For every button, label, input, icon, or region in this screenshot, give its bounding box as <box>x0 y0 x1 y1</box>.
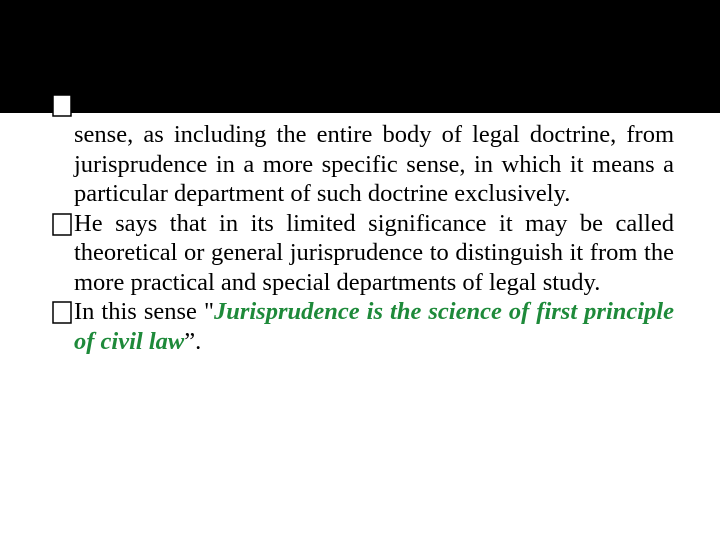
bullet-text-suffix: ”. <box>184 327 202 355</box>
bullet-item <box>52 297 674 356</box>
unknown-glyph-box-icon <box>52 213 72 236</box>
bullet-text: He says that in its limited significance it may be called theoretical or general jurisprudence to distinguish it from the more practical and special departments of legal study. <box>74 209 674 296</box>
bullet-text: sense, as including the entire body of legal doctrine, from jurisprudence in a more specific sense, in which it means a particular department of such doctrine exclusively. <box>74 121 674 207</box>
bullet-text-prefix: In this sense " <box>74 298 214 325</box>
unknown-glyph-box-icon <box>52 94 72 117</box>
bullet-item <box>52 209 674 298</box>
unknown-glyph-box-icon <box>52 301 72 324</box>
emphasized-definition: Jurisprudence is the science of first principle of civil law <box>74 298 674 355</box>
bullet-item <box>52 90 674 209</box>
slide-body <box>52 90 674 356</box>
